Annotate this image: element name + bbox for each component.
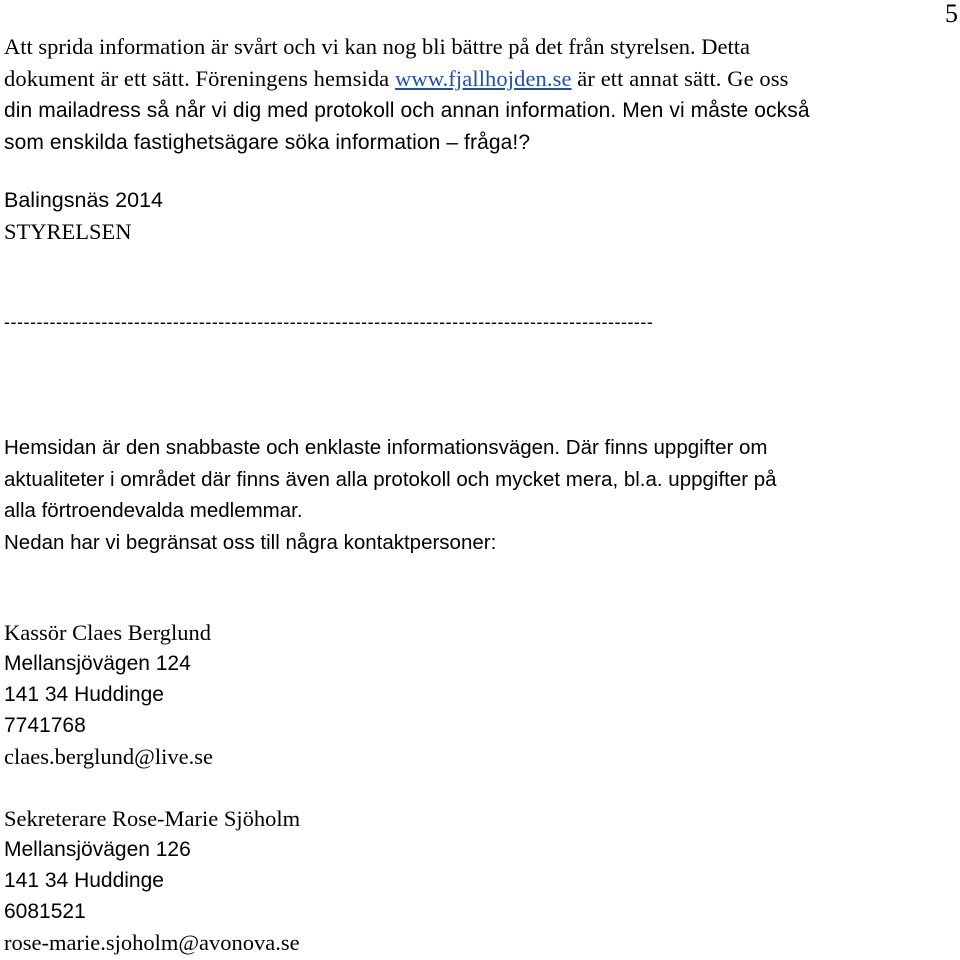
info-line-4: Nedan har vi begränsat oss till några kontaktpersoner: [4, 530, 497, 554]
contact-phone: 6081521 [4, 900, 86, 923]
intro-line-2-suffix: är ett annat sätt. Ge oss [571, 65, 789, 91]
signature-place-year: Balingsnäs 2014 [4, 188, 163, 212]
signature-block [4, 184, 163, 248]
info-line-2: aktualiteter i området där finns även alla protokoll och mycket mera, bl.a. uppgifter på [4, 467, 777, 491]
contact-role-name: Sekreterare Rose-Marie Sjöholm [4, 806, 301, 831]
page-number: 5 [945, 0, 958, 28]
intro-line-3: din mailadress så når vi dig med protokoll och annan information. Men vi måste också [4, 99, 810, 122]
contact-card-treasurer [4, 617, 213, 772]
contact-phone: 7741768 [4, 714, 86, 737]
intro-paragraph [4, 31, 954, 158]
info-paragraph [4, 432, 954, 558]
signature-signed-by: STYRELSEN [4, 219, 132, 244]
intro-line-2-prefix: dokument är ett sätt. Föreningens hemsida [4, 65, 395, 91]
dashed-divider: ---------------------------------------------------------------------------------------------------- [4, 312, 654, 332]
contact-role-name: Kassör Claes Berglund [4, 620, 212, 645]
intro-line-4: som enskilda fastighetsägare söka information – fråga!? [4, 130, 531, 154]
contact-street: Mellansjövägen 126 [4, 838, 191, 861]
intro-line-1: Att sprida information är svårt och vi kan nog bli bättre på det från styrelsen. Detta [4, 34, 751, 59]
contact-street: Mellansjövägen 124 [4, 652, 191, 675]
intro-line-2 [4, 63, 954, 96]
contact-email: rose-marie.sjoholm@avonova.se [4, 930, 300, 955]
contact-email: claes.berglund@live.se [4, 744, 213, 769]
website-link[interactable]: www.fjallhojden.se [395, 65, 572, 91]
info-line-1: Hemsidan är den snabbaste och enklaste informationsvägen. Där finns uppgifter om [4, 436, 768, 459]
contact-postal: 141 34 Huddinge [4, 683, 164, 706]
info-line-3: alla förtroendevalda medlemmar. [4, 499, 303, 522]
contact-card-secretary [4, 803, 300, 958]
contact-postal: 141 34 Huddinge [4, 869, 164, 892]
